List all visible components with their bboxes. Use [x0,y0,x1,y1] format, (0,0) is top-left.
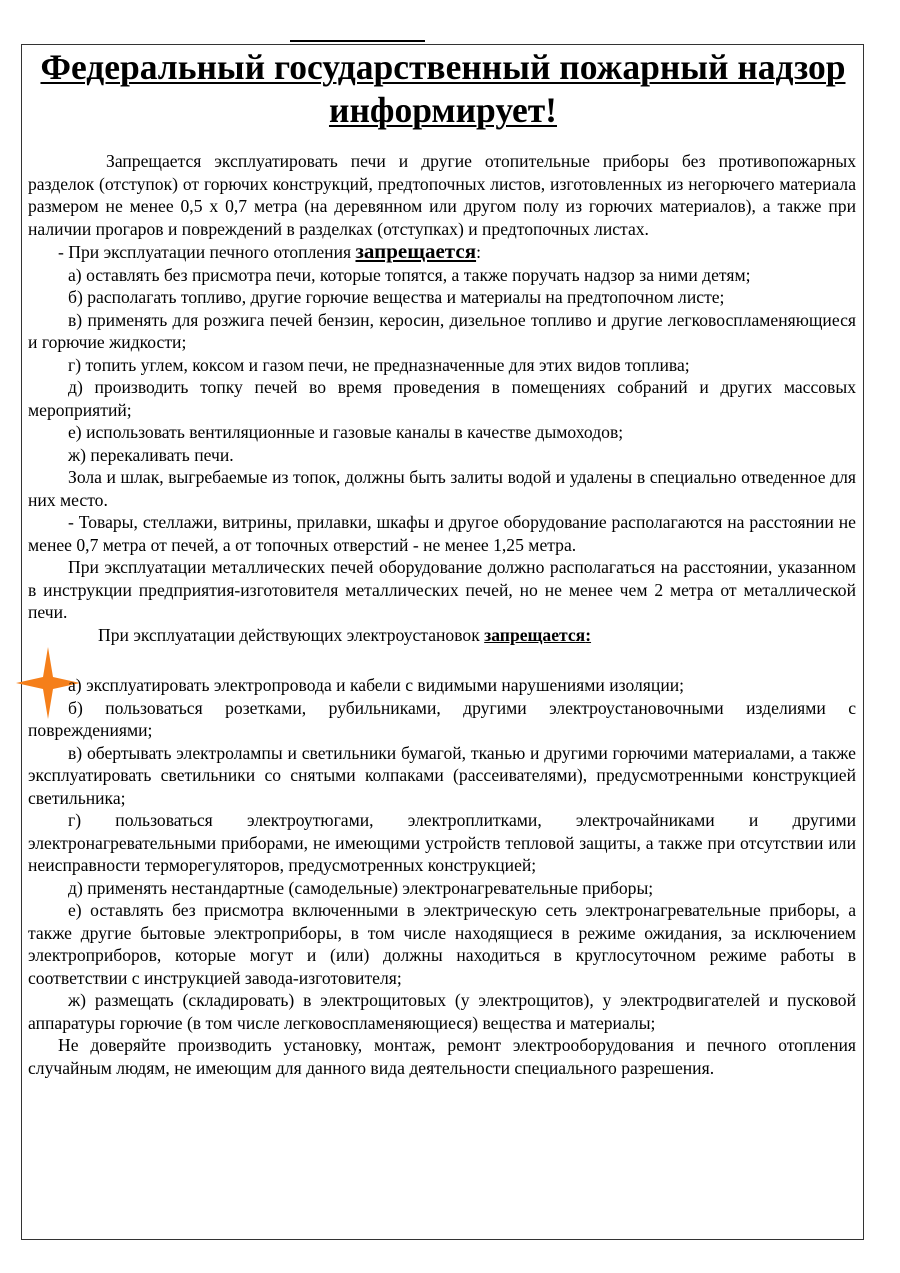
top-rule [290,40,425,42]
stove-item-b: б) располагать топливо, другие горючие вещества и материалы на предтопочном листе; [68,287,725,307]
stove-item-g: г) топить углем, коксом и газом печи, не предназначенные для этих видов топлива; [68,354,690,375]
stove-prohibition-heading [28,240,856,264]
electric-item-a: а) эксплуатировать электропровода и кабели с видимыми нарушениями изоляции; [68,675,685,695]
closing-paragraph: Не доверяйте производить установку, монтаж, ремонт электрооборудования и печного отопления случайным людям, не имеющим для данного вида деятельности специального разрешения. [28,1035,856,1078]
electric-item-v: в) обертывать электролампы и светильники бумагой, тканью и другими горючими материалами, а также эксплуатировать светильники со снятыми колпаками (рассеивателями), предусмотренными конструкцией светильника; [28,742,856,808]
stove-item-v: в) применять для розжига печей бензин, керосин, дизельное топливо и другие легковоспламеняющиеся и горючие жидкости; [28,309,856,352]
electric-item-g: г) пользоваться электроутюгами, электроплитками, электрочайниками и другими электронагревательными приборами, не имеющими устройств тепловой защиты, а также при отсутствии или неисправности терморегуляторов, предусмотренных конструкцией; [28,810,856,875]
electric-heading-colon: : [585,624,592,645]
stove-heading-lead: - При эксплуатации печного отопления [58,242,356,262]
electric-item-d: д) применять нестандартные (самодельные) электронагревательные приборы; [68,877,654,898]
stove-item-zh: ж) перекаливать печи. [68,444,234,465]
electric-item-zh: ж) размещать (складировать) в электрощитовых (у электрощитов), у электродвигателей и пусковой аппаратуры горючие (в том числе легковоспламеняющиеся) вещества и материалы; [28,990,856,1033]
notice-body [28,150,856,1079]
stove-heading-colon: : [476,242,481,262]
stove-item-a: а) оставлять без присмотра печи, которые топятся, а также поручать надзор за ними детям; [68,264,751,285]
metal-stove-paragraph: При эксплуатации металлических печей оборудование должно располагаться на расстоянии, указанном в инструкции предприятия-изготовителя металлических печей, но не менее чем 2 метра от металлической печи. [28,557,856,622]
spacer [28,646,856,674]
stove-heading-emphasis: запрещается [355,239,477,263]
page-title: Федеральный государственный пожарный надзор информирует! [40,47,846,130]
intro-paragraph: Запрещается эксплуатировать печи и другие отопительные приборы без противопожарных разделок (отступок) от горючих конструкций, предтопочных листов, изготовленных из негорючего материала размером не менее 0,5 х 0,7 метра (на деревянном или другом полу из горючих материалов), а также при наличии прогаров и повреждений в разделках (отступках) и предтопочных листах. [28,151,856,239]
goods-distance-paragraph: - Товары, стеллажи, витрины, прилавки, шкафы и другое оборудование располагаются на расстоянии не менее 0,7 метра от печей, а от топочных отверстий - не менее 1,25 метра. [28,512,856,555]
ash-paragraph: Зола и шлак, выгребаемые из топок, должны быть залиты водой и удалены в специально отведенное для них место. [28,467,856,510]
electric-item-e: е) оставлять без присмотра включенными в электрическую сеть электронагревательные приборы, а также другие бытовые электроприборы, в том числе находящиеся в режиме ожидания, за исключением электроприборов, которые могут и (или) должны находиться в круглосуточном режиме работы в соответствии с инструкцией завода-изготовителя; [28,900,856,988]
stove-item-d: д) производить топку печей во время проведения в помещениях собраний и других массовых мероприятий; [28,377,856,420]
stove-item-e: е) использовать вентиляционные и газовые каналы в качестве дымоходов; [68,422,624,442]
electric-heading-lead: При эксплуатации действующих электроустановок [98,624,485,645]
electric-item-b: б) пользоваться розетками, рубильниками, другими электроустановочными изделиями с повреждениями; [28,697,856,740]
electric-prohibition-heading [28,624,856,647]
electric-heading-emphasis: запрещается [484,624,586,645]
